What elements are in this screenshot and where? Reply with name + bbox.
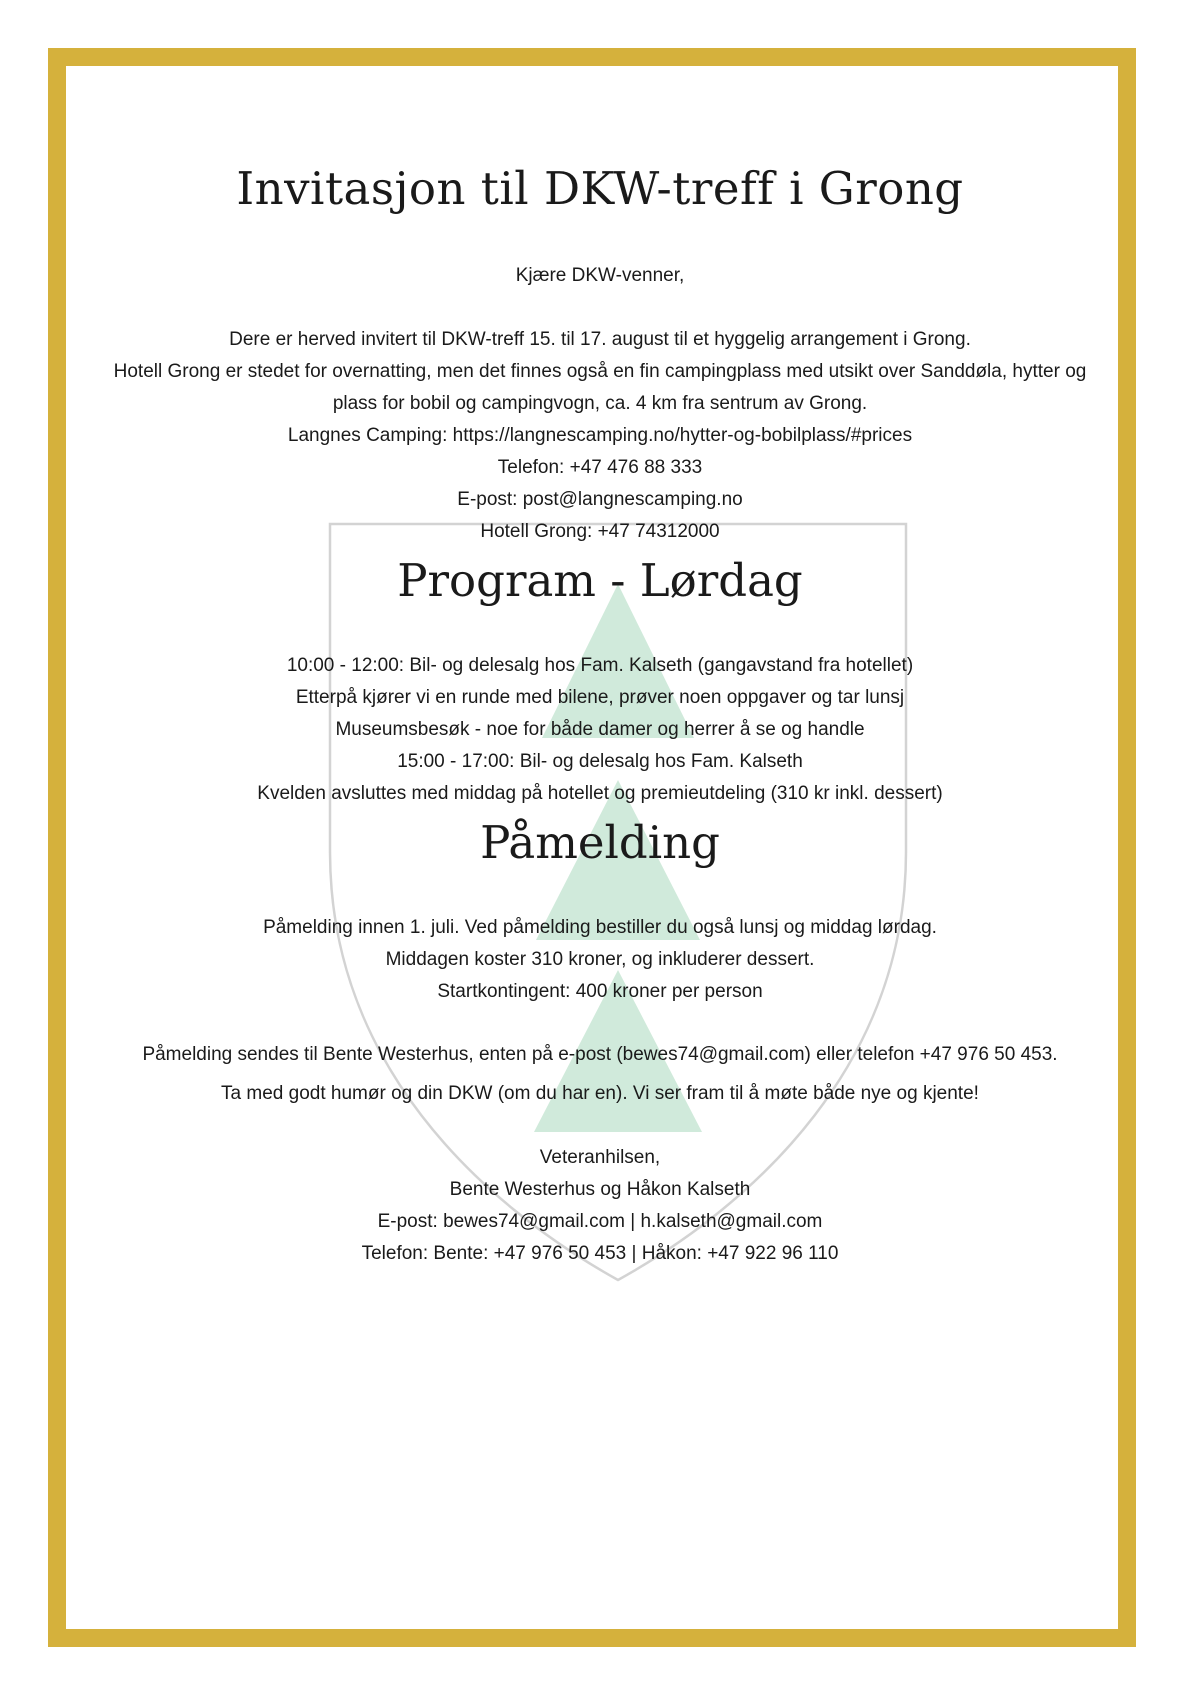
intro-line: plass for bobil og campingvogn, ca. 4 km fra sentrum av Grong.	[332, 393, 868, 414]
camping-phone: Telefon: +47 476 88 333	[497, 457, 703, 478]
program-item: 15:00 - 17:00: Bil- og delesalg hos Fam. Kalseth	[397, 751, 803, 772]
camping-email: E-post: post@langnescamping.no	[457, 489, 743, 510]
intro-line: Hotell Grong er stedet for overnatting, men det finnes også en fin campingplass med utsikt over Sanddøla, hytter og	[113, 361, 1087, 382]
hotel-phone: Hotell Grong: +47 74312000	[480, 521, 720, 542]
closing-salutation: Veteranhilsen,	[539, 1147, 661, 1168]
program-item: Etterpå kjører vi en runde med bilene, prøver noen oppgaver og tar lunsj	[295, 687, 905, 708]
signup-dinner-price: Middagen koster 310 kroner, og inkluderer dessert.	[385, 949, 815, 970]
signup-deadline: Påmelding innen 1. juli. Ved påmelding bestiller du også lunsj og middag lørdag.	[263, 917, 937, 938]
program-item: Museumsbesøk - noe for både damer og herrer å se og handle	[335, 719, 865, 740]
signup-closing-note: Ta med godt humør og din DKW (om du har en). Vi ser fram til å møte både nye og kjente!	[221, 1083, 979, 1104]
signup-contact: Påmelding sendes til Bente Westerhus, enten på e-post (bewes74@gmail.com) eller telefon +47 976 50 453.	[142, 1044, 1058, 1065]
closing-emails: E-post: bewes74@gmail.com | h.kalseth@gmail.com	[377, 1211, 823, 1232]
closing-phones: Telefon: Bente: +47 976 50 453 | Håkon: +47 922 96 110	[361, 1243, 839, 1264]
greeting: Kjære DKW-venner,	[515, 265, 685, 286]
page-title: Invitasjon til DKW-treff i Grong	[236, 162, 964, 215]
program-heading: Program - Lørdag	[397, 554, 803, 607]
camping-website-link[interactable]: Langnes Camping: https://langnescamping.no/hytter-og-bobilplass/#prices	[287, 425, 913, 446]
program-item: 10:00 - 12:00: Bil- og delesalg hos Fam. Kalseth (gangavstand fra hotellet)	[286, 655, 914, 676]
intro-line: Dere er herved invitert til DKW-treff 15. til 17. august til et hyggelig arrangement i Grong.	[229, 329, 971, 350]
program-item: Kvelden avsluttes med middag på hotellet og premieutdeling (310 kr inkl. dessert)	[257, 783, 943, 804]
signup-entry-fee: Startkontingent: 400 kroner per person	[437, 981, 763, 1002]
signup-heading: Påmelding	[480, 816, 720, 869]
closing-signatories: Bente Westerhus og Håkon Kalseth	[449, 1179, 751, 1200]
